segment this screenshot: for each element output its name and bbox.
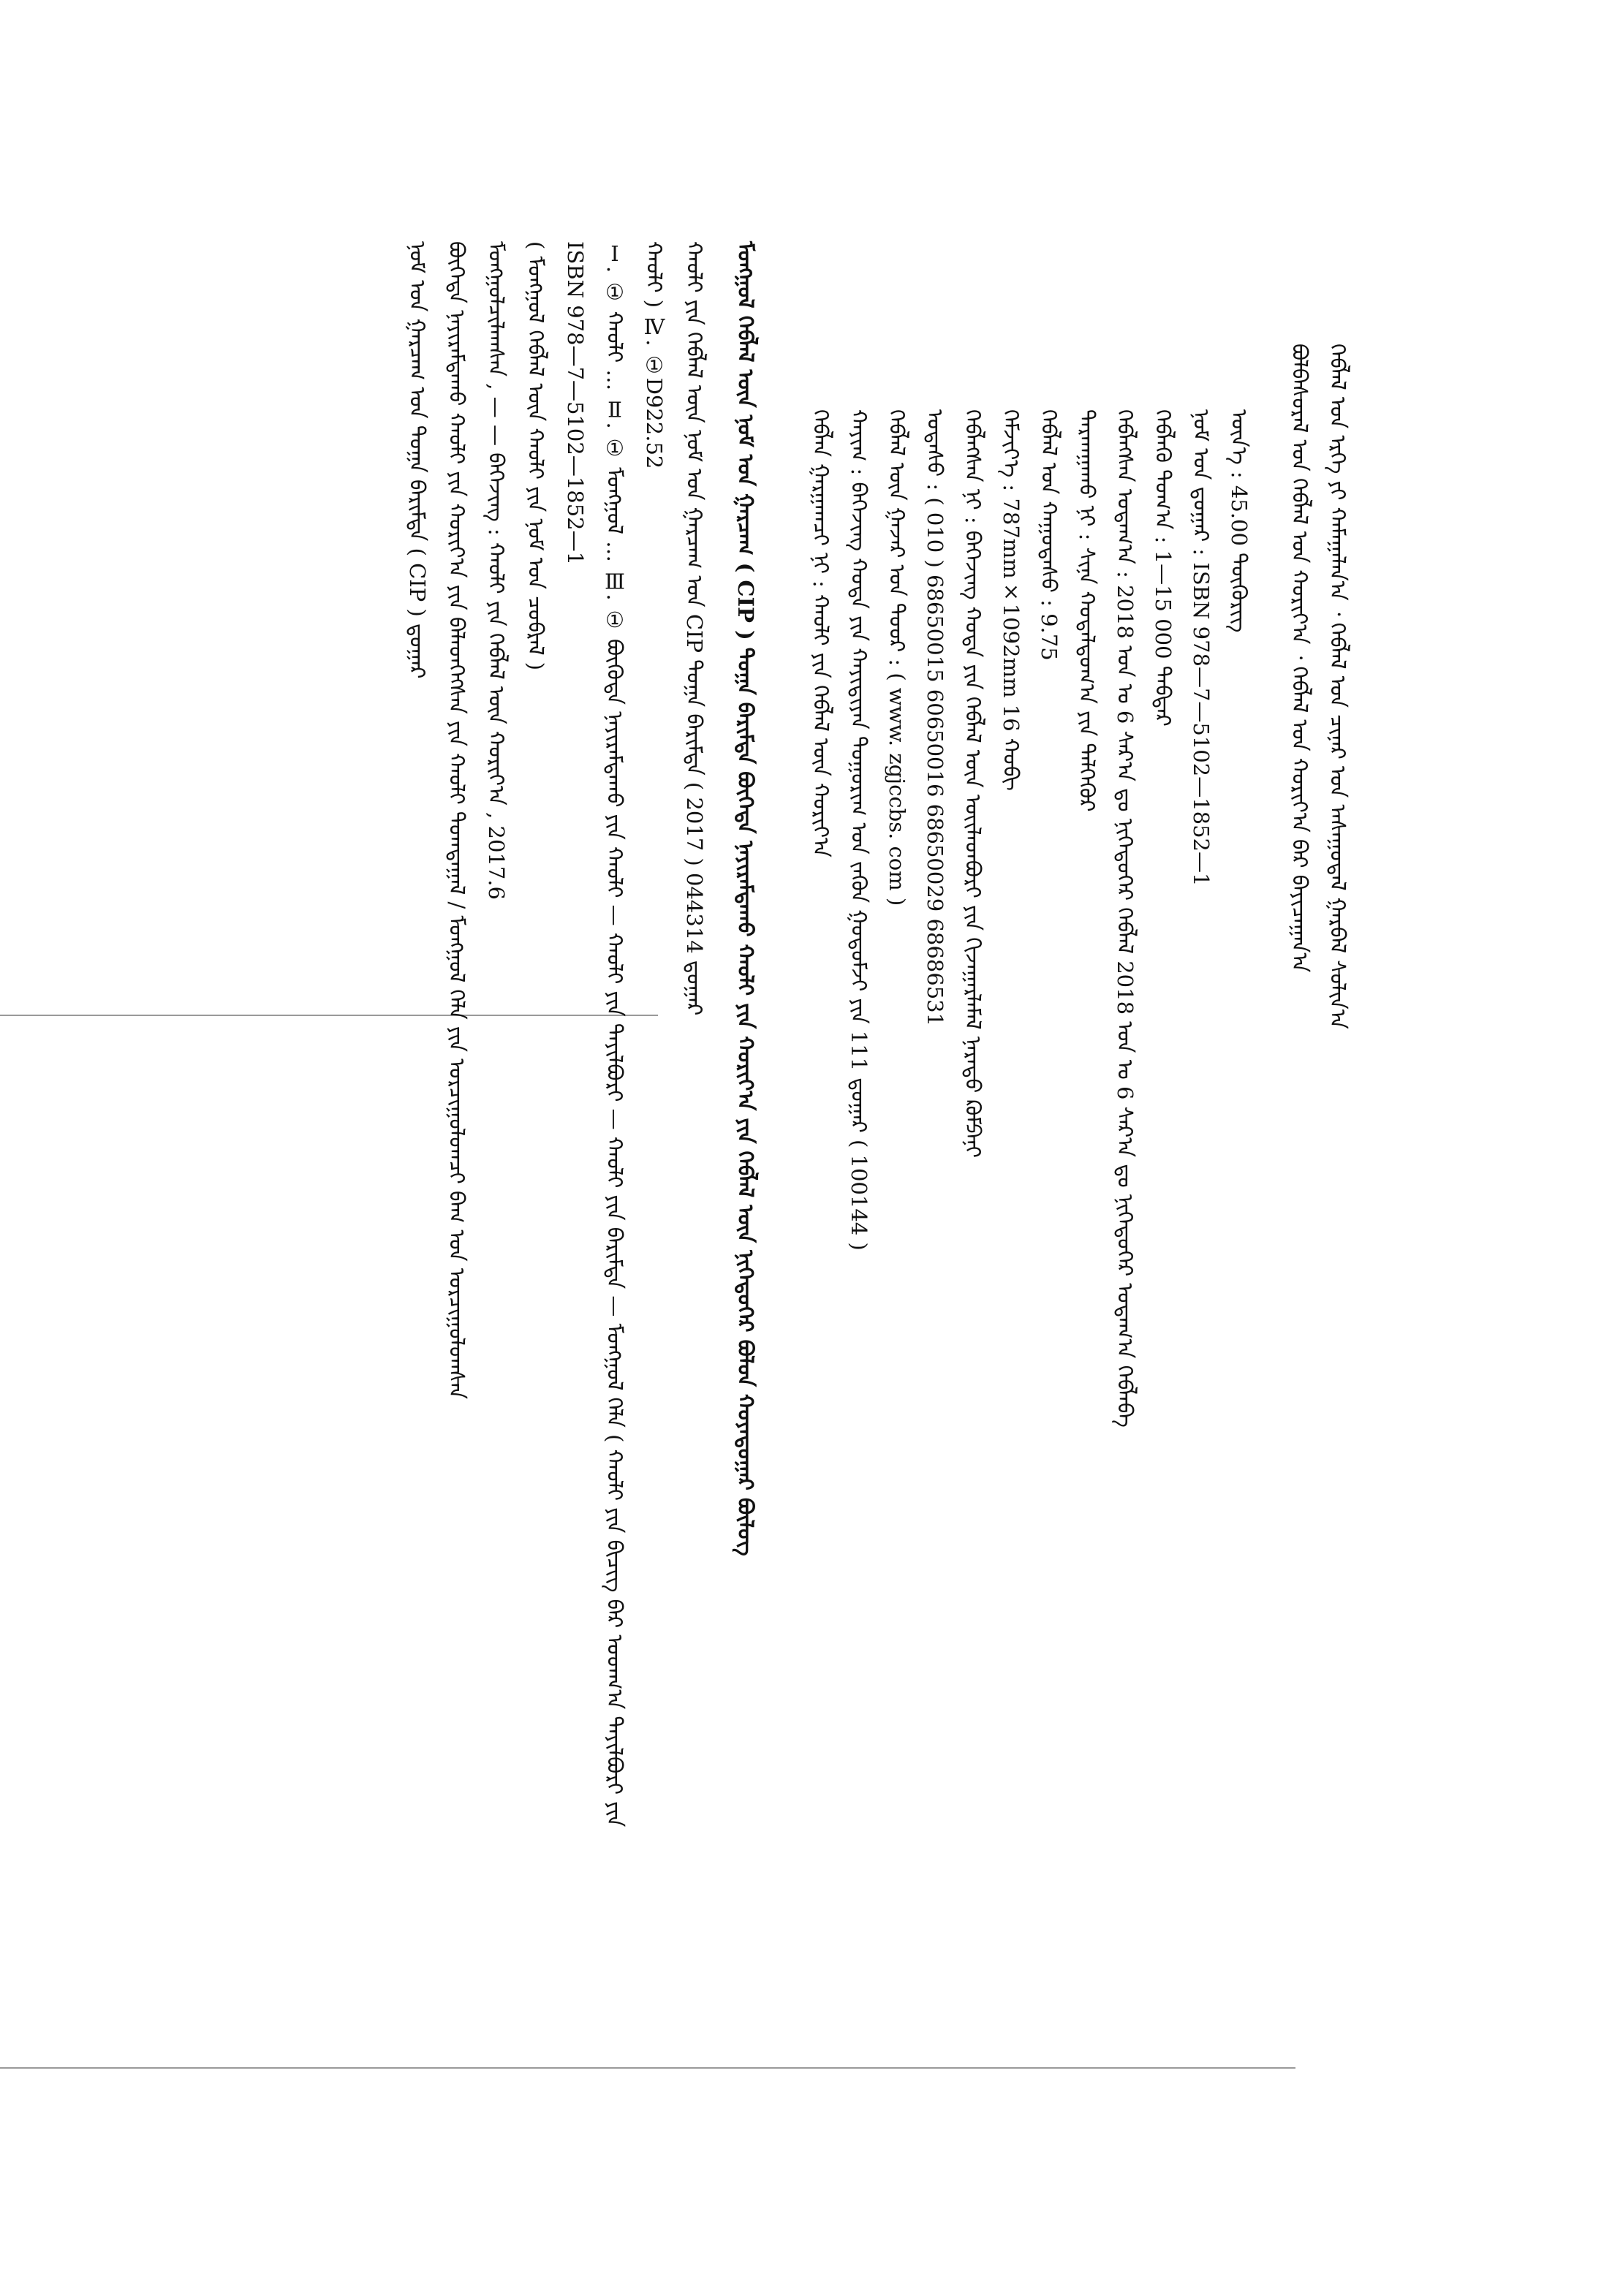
notice-line-1: ᠬᠡᠪᠯᠡᠯ ᠤᠨ ᠡᠷᠬᠡ ᠶᠢ ᠬᠠᠮᠠᠭᠠᠯᠠᠨ᠎ᠠ ᠂ ᠬᠡᠪᠯᠡᠯ ᠤᠨ ᠴᠢᠨᠠᠷ ᠤᠨ ᠠᠰᠠᠭᠤᠳᠠᠯ ᠭᠠᠷᠪᠠᠯ ᠰᠣᠯᠢᠨ᠎ᠠ	[1325, 344, 1350, 1029]
address-line: ᠬᠠᠶᠢᠭ : ᠪᠡᠭᠡᠵᠢᠩ ᠬᠣᠲᠠ ᠶᠢᠨ ᠬᠠᠶᠢᠳᠢᠶᠠᠨ ᠲᠣᠭᠣᠷᠢᠭ ᠤᠨ ᠵᠡᠭᠦᠨ ᠭᠤᠳᠤᠮᠵᠢ ᠶᠢᠨ 111 ᠳ᠋ᠤᠭᠠᠷ ( 100144 )	[847, 409, 871, 1251]
cip-isbn-line: ISBN 978—7—5102—1852—1	[563, 241, 588, 566]
cip-classification-line: ᠬᠠᠤᠯᠢ ) Ⅳ. ①D922.52	[642, 241, 667, 469]
edition-line: ᠬᠡᠪᠯᠡᠭᠰᠡᠨ ᠤᠳᠠᠭ᠎ᠠ : 2018 ᠣᠨ ᠤ 6 ᠰᠠᠷ᠎ᠠ ᠳᠤ ᠨᠢᠭᠡᠳᠦᠭᠡᠷ ᠬᠡᠪᠯᠡᠯ 2018 ᠣᠨ ᠤ 6 ᠰᠠᠷ᠎ᠠ ᠳᠤ ᠨᠢᠭᠡᠳᠦᠭᠡᠷ ᠤᠳᠠᠭ᠎ᠠ ᠬᠡᠪᠯᠡᠪᠡ	[1113, 409, 1138, 1428]
distributor-line: ᠲᠠᠷᠬᠠᠭᠠᠬᠤ ᠨᠢ : ᠰᠢᠨᠡ ᠬᠤᠳᠠᠯᠳᠤᠭ᠎ᠠ ᠶᠢᠨ ᠳᠡᠯᠭᠡᠭᠦᠷ	[1075, 409, 1100, 812]
publisher-line: ᠬᠡᠪᠯᠡᠨ ᠭᠠᠷᠭᠠᠭᠴᠢ ᠨᠢ : ᠬᠠᠤᠯᠢ ᠶᠢᠨ ᠬᠡᠪᠯᠡᠯ ᠦᠨ ᠬᠣᠷᠢᠶ᠎ᠠ	[809, 409, 833, 857]
middle-rule	[0, 1015, 658, 1016]
format-line: ᠬᠡᠮᠵᠢᠶ᠎ᠡ : 787mm×1092mm 16 ᠬᠤᠪᠢ	[999, 409, 1024, 791]
print-run-line: ᠬᠡᠪᠯᠡᠬᠦ ᠲᠣᠭ᠎ᠠ : 1—15 000 ᠳᠡᠪᠲᠡᠷ	[1151, 409, 1176, 727]
cip-number-line: ᠬᠠᠤᠯᠢ ᠶᠢᠨ ᠬᠡᠪᠯᠡᠯ ᠦᠨ ᠨᠣᠮ ᠤᠨ ᠭᠠᠷᠴᠠᠭ ᠤᠨ CIP ᠲᠣᠭᠠ ᠪᠠᠷᠢᠮᠲᠠ ( 2017 ) 044314 ᠳ᠋ᠤᠭᠠᠷ	[682, 241, 707, 1016]
cip-series-note: ( ᠮᠣᠩᠭᠣᠯ ᠬᠡᠪᠯᠡᠯ ᠦᠨ ᠬᠠᠤᠯᠢ ᠶᠢᠨ ᠨᠣᠮ ᠤᠨ ᠴᠤᠪᠷᠠᠯ )	[523, 241, 548, 671]
sheets-line: ᠬᠡᠪᠯᠡᠯ ᠤᠨ ᠬᠠᠭᠤᠳᠠᠰᠤ : 9.75	[1037, 409, 1062, 661]
cip-subjects-line: Ⅰ. ① ᠬᠠᠤᠯᠢ … Ⅱ. ① ᠮᠣᠩᠭᠣᠯ … Ⅲ. ① ᠪᠦᠭᠦᠳᠡ ᠨᠠᠶᠢᠷᠠᠮᠳᠠᠬᠤ ᠶᠢᠨ ᠬᠠᠤᠯᠢ — ᠬᠠᠤᠯᠢ ᠶᠢᠨ ᠲᠠᠶᠢᠯᠪᠤᠷᠢ — ᠬᠠᠤᠯᠢ ᠶᠢᠨ ᠪᠠᠷᠢᠮᠲᠠ — ᠮᠣᠩᠭᠣᠯ ᠬᠡᠯᠡ ( ᠬᠠᠤᠯᠢ ᠶᠢᠨ ᠪᠢᠴᠢᠭ ᠪᠠᠷ ᠤᠳᠬ᠎ᠠ ᠲᠠᠶᠢᠯᠪᠤᠷᠢ ᠶᠢᠨ	[602, 241, 627, 1827]
printer-line: ᠬᠡᠪᠯᠡᠭᠰᠡᠨ ᠨᠢ : ᠪᠡᠭᠡᠵᠢᠩ ᠬᠣᠲᠠ ᠶᠢᠨ ᠬᠡᠪᠯᠡᠯ ᠦᠨ ᠦᠢᠯᠡᠳᠪᠦᠷᠢ ᠶᠢᠨ ᠬᠢᠵᠠᠭᠠᠷᠯᠠᠮᠠᠯ ᠨᠡᠷᠡᠲᠦ ᠺᠣᠮᠫᠠᠨᠢ	[961, 409, 985, 1158]
notice-line-2: ᠪᠣᠯᠪᠠᠰᠤᠷᠠᠯ ᠤᠨ ᠬᠡᠪᠯᠡᠯ ᠤᠨ ᠬᠣᠷᠢᠶ᠎ᠠ ᠂ ᠬᠡᠪᠯᠡᠯ ᠤᠨ ᠬᠣᠷᠢᠶ᠎ᠠ ᠪᠠᠷ ᠪᠠᠶᠢᠴᠠᠭᠠᠨ᠎ᠠ	[1287, 344, 1312, 973]
top-rule	[0, 2067, 1295, 2069]
price-line: ᠦᠨ᠎ᠡ : 45.00 ᠲᠥᠭᠦᠷᠢᠭ	[1227, 409, 1252, 633]
isbn-line: ᠨᠣᠮ ᠤᠨ ᠳ᠋ᠤᠭᠠᠷ : ISBN 978—7—5102—1852—1	[1189, 409, 1214, 887]
website-line: ᠬᠡᠪᠯᠡᠯ ᠦᠨ ᠭᠠᠵᠠᠷ ᠤᠨ ᠲᠣᠣᠷ : ( www. zgjccbs. com )	[885, 409, 909, 906]
cip-heading: ᠮᠣᠩᠭᠣᠯ ᠬᠡᠪᠯᠡᠯ ᠦᠨ ᠨᠣᠮ ᠤᠨ ᠭᠠᠷᠴᠠᠭ ( CIP ) ᠲᠣᠭᠠ ᠪᠠᠷᠢᠮᠲᠠ ᠪᠥᠭᠡᠳᠡ ᠨᠠᠶᠢᠷᠠᠮᠳᠠᠬᠤ ᠬᠠᠤᠯᠢ ᠶᠢᠨ ᠬᠣᠷᠢᠶ᠎ᠠ ᠶᠢᠨ ᠬᠡᠪᠯᠡᠯ ᠦᠨ ᠨᠢᠭᠡᠳᠦᠭᠡᠷ ᠪᠣᠯᠤᠨ ᠬᠣᠶᠠᠳᠤᠭᠠᠷ ᠪᠦᠯᠦᠭ	[733, 241, 758, 1556]
cip-translation-line: ᠮᠣᠩᠭᠣᠯᠴᠢᠯᠠᠭᠰᠠᠨ , — — ᠪᠡᠭᠡᠵᠢᠩ : ᠬᠠᠤᠯᠢ ᠶᠢᠨ ᠬᠡᠪᠯᠡᠯ ᠦᠨ ᠬᠣᠷᠢᠶ᠎ᠠ , 2017.6	[484, 241, 509, 900]
cip-editors-line: ᠪᠥᠭᠡᠳᠡ ᠨᠠᠶᠢᠷᠠᠮᠳᠠᠬᠤ ᠬᠠᠤᠯᠢ ᠶᠢᠨ ᠬᠣᠷᠢᠶ᠎ᠠ ᠶᠢᠨ ᠪᠡᠯᠡᠳᠭᠡᠭᠰᠡᠨ ᠶᠢᠨ ᠬᠠᠤᠯᠢ ᠲᠣᠭᠲᠠᠭᠠᠯ / ᠮᠣᠩᠭᠣᠯ ᠬᠡᠯᠡ ᠶᠢᠨ ᠣᠷᠴᠢᠭᠤᠯᠤᠭᠴᠢ ᠪᠠᠭ ᠤᠨ ᠣᠷᠴᠢᠭᠤᠯᠤᠭᠰᠠᠨ	[444, 241, 469, 1399]
cip-last-line: ᠨᠣᠮ ᠤᠨ ᠭᠠᠷᠴᠠᠭ ᠤᠨ ᠲᠣᠭᠠ ᠪᠠᠷᠢᠮᠲᠠ ( CIP ) ᠳ᠋ᠤᠭᠠᠷ	[405, 241, 430, 679]
phone-line: ᠤᠲᠠᠰᠤ : ( 010 ) 68650015 60650016 68650029 68686531	[923, 409, 947, 1027]
